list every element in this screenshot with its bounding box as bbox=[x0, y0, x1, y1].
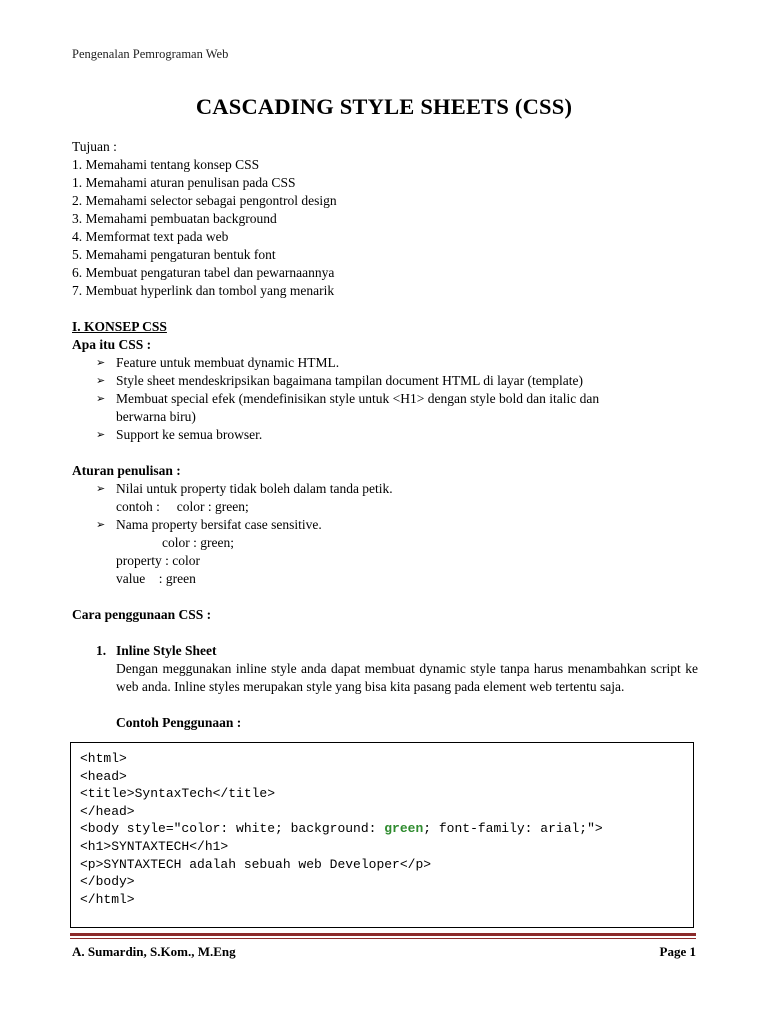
bullet-item: ➢ Support ke semua browser. bbox=[96, 427, 263, 442]
footer-rule bbox=[70, 933, 696, 936]
page-title: CASCADING STYLE SHEETS (CSS) bbox=[195, 94, 573, 119]
tujuan-item: 5. Memahami pengaturan bentuk font bbox=[72, 247, 276, 262]
code-line: <head> bbox=[80, 768, 127, 784]
code-line: <html> bbox=[80, 751, 127, 766]
code-line: </head> bbox=[80, 803, 135, 819]
contoh-line: contoh : color : green; bbox=[116, 499, 249, 514]
tujuan-item: 1. Memahami aturan penulisan pada CSS bbox=[72, 175, 296, 190]
footer-page-number: Page 1 bbox=[659, 944, 696, 959]
footer-rule-thin bbox=[70, 938, 696, 939]
apa-itu-css-label: Apa itu CSS : bbox=[72, 337, 152, 352]
bullet-item: ➢ Style sheet mendeskripsikan bagaimana tampilan document HTML di layar (template) bbox=[96, 373, 583, 388]
arrow-bullet-icon: ➢ bbox=[96, 357, 106, 369]
bullet-item: ➢ Nama property bersifat case sensitive. bbox=[96, 517, 322, 532]
numbered-item bbox=[72, 642, 698, 660]
tujuan-item: 1. Memahami tentang konsep CSS bbox=[72, 157, 260, 172]
code-line: <title>SyntaxTech</title> bbox=[80, 786, 276, 802]
aturan-label: Aturan penulisan : bbox=[72, 463, 181, 478]
cara-label: Cara penggunaan CSS : bbox=[72, 607, 212, 622]
bullet-item: ➢ Membuat special efek (mendefinisikan style untuk <H1> dengan style bold dan italic dan bbox=[96, 391, 600, 406]
arrow-bullet-icon: ➢ bbox=[96, 483, 106, 495]
inline-style-paragraph: Dengan meggunakan inline style anda dapat membuat dynamic style tanpa harus menambahkan script ke web anda. Inline styles merupakan style yang bisa kita pasang pada element web tertentu saja. bbox=[116, 661, 698, 694]
running-header: Pengenalan Pemrograman Web bbox=[72, 47, 229, 61]
section-heading-konsep: I. KONSEP CSS bbox=[72, 319, 167, 334]
code-line: <h1>SYNTAXTECH</h1> bbox=[80, 838, 229, 854]
arrow-bullet-icon: ➢ bbox=[96, 393, 106, 405]
contoh-label: Contoh Penggunaan : bbox=[116, 715, 242, 730]
item-title: Inline Style Sheet bbox=[116, 643, 217, 658]
tujuan-item: 2. Memahami selector sebagai pengontrol design bbox=[72, 193, 337, 208]
item-number: 1. bbox=[96, 643, 107, 658]
code-line: <p>SYNTAXTECH adalah sebuah web Developer</p> bbox=[80, 856, 432, 872]
tujuan-label: Tujuan : bbox=[72, 139, 117, 154]
code-green-keyword: green bbox=[384, 821, 424, 837]
tujuan-item: 3. Memahami pembuatan background bbox=[72, 211, 277, 226]
code-line: </html> bbox=[80, 891, 135, 907]
property-line: property : color bbox=[116, 553, 200, 568]
code-example-box bbox=[70, 742, 694, 928]
bullet-continuation: berwarna biru) bbox=[116, 409, 196, 424]
tujuan-item: 4. Memformat text pada web bbox=[72, 229, 229, 244]
tujuan-item: 7. Membuat hyperlink dan tombol yang menarik bbox=[72, 283, 335, 298]
tujuan-item: 6. Membuat pengaturan tabel dan pewarnaannya bbox=[72, 265, 335, 280]
arrow-bullet-icon: ➢ bbox=[96, 375, 106, 387]
value-line: value : green bbox=[116, 571, 196, 586]
body-text bbox=[72, 138, 698, 732]
color-line: color : green; bbox=[162, 535, 234, 550]
footer-author: A. Sumardin, S.Kom., M.Eng bbox=[72, 944, 236, 959]
bullet-item: ➢ Feature untuk membuat dynamic HTML. bbox=[96, 355, 340, 370]
arrow-bullet-icon: ➢ bbox=[96, 429, 106, 441]
arrow-bullet-icon: ➢ bbox=[96, 519, 106, 531]
code-line: </body> bbox=[80, 874, 135, 890]
bullet-item: ➢ Nilai untuk property tidak boleh dalam tanda petik. bbox=[96, 481, 393, 496]
code-line-body: <body style="color: white; background: green; font-family: arial;"> bbox=[80, 821, 603, 837]
